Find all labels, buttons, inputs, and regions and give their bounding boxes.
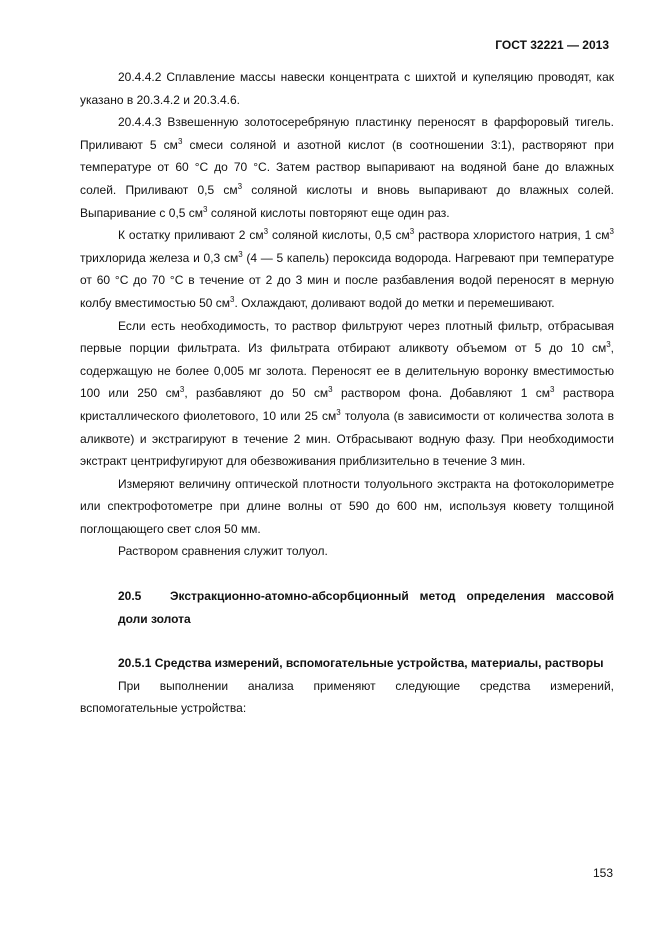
paragraph-20-4-4-2: 20.4.4.2 Сплавление массы навески концентрата с шихтой и купеляцию проводят, как указано в 20.3.4.2 и 20.3.4.6. [80, 70, 614, 107]
document-body [80, 66, 614, 720]
section-number: 20.5.1 [118, 656, 152, 671]
section-title: Экстракционно-атомно-абсорбционный метод определения массовой доли золота [118, 589, 614, 626]
section-heading-20-5-1 [80, 652, 614, 675]
section-heading-20-5 [80, 585, 614, 630]
paragraph-measurement: Измеряют величину оптической плотности толуольного экстракта на фотоколориметре или спектрофотометре при длине волны от 590 до 600 нм, используя кювету толщиной поглощающего свет слоя 50 мм. [80, 476, 614, 536]
paragraph-filtration: Если есть необходимость, то раствор фильтруют через плотный фильтр, отбрасывая первые порции фильтрата. Из фильтрата отбирают аликвоту объемом от 5 до 10 $см^3$, содержащую не более 0,005 мг золота. Переносят ее в делительную воронку вместимостью 100 или 250 $см^3$, разбавляют до 50 $см^3$ раствором фона. Добавляют 1 $см^3$ раствора кристаллического фиолетового, 10 или 25 $см^3$ толуола (в зависимости от количества золота в аликвоте) и экстрагируют в течение 2 мин. Отбрасывают водную фазу. При необходимости экстракт центрифугируют для обезвоживания приблизительно в течение 3 мин. [80, 318, 614, 469]
section-title: Средства измерений, вспомогательные устройства, материалы, растворы [154, 656, 604, 671]
paragraph-20-4-4-3: 20.4.4.3 Взвешенную золотосеребряную пластинку переносят в фарфоровый тигель. Приливают 5 $см^3$ смеси соляной и азотной кислот (в соотношении 3:1), растворяют при температуре от 60 °С до 70 °С. Затем раствор выпаривают на водяной бане до влажных солей. Приливают 0,5 $см^3$ соляной кислоты и вновь выпаривают до влажных солей. Выпаривание с 0,5 $см^3$ соляной кислоты повторяют еще один раз. [80, 115, 615, 220]
paragraph-equipment-intro: При выполнении анализа применяют следующие средства измерений, вспомогательные устройства: [80, 678, 614, 716]
page-number: 153 [592, 866, 613, 880]
page-header: ГОСТ 32221 — 2013 [495, 38, 609, 52]
paragraph-residue: К остатку приливают 2 $см^3$ соляной кислоты, 0,5 $см^3$ раствора хлористого натрия, 1 $см^3$ трихлорида железа и 0,3 $см^3$ (4 — 5 капель) пероксида водорода. Нагревают при температуре от 60 °С до 70 °С в течение от 2 до 3 мин и после разбавления водой переносят в мерную колбу вместимостью 50 $см^3$. Охлаждают, доливают водой до метки и перемешивают. [80, 227, 614, 310]
paragraph-reference-solution: Раствором сравнения служит толуол. [118, 544, 328, 559]
section-number: 20.5 [118, 589, 142, 604]
